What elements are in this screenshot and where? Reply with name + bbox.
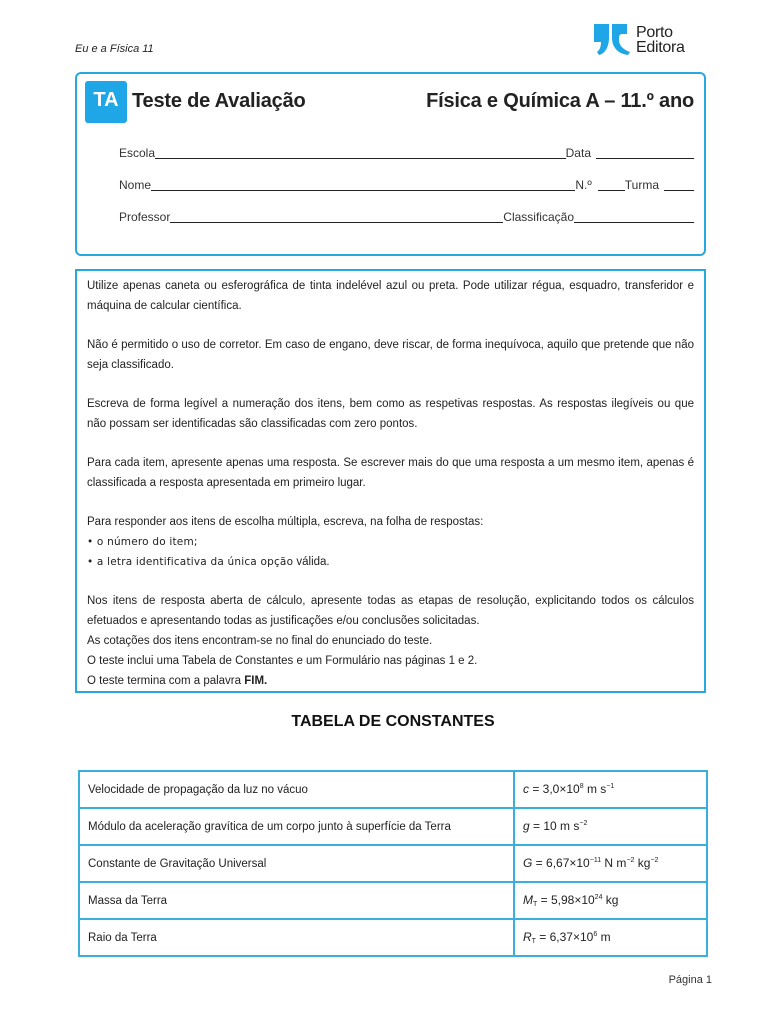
constant-value: $G = 6,67\times 10^{-11}$ N $m^{-2}$ $kg^{-2}$	[514, 845, 707, 882]
number-field[interactable]	[598, 179, 625, 191]
constant-label: Velocidade de propagação da luz no vácuo	[79, 771, 514, 808]
constant-value: g = 10 m $s^{-2}$	[514, 808, 707, 845]
constant-label: Constante de Gravitação Universal	[79, 845, 514, 882]
fim-word: FIM.	[244, 675, 268, 687]
instruction-paragraph: Para responder aos itens de escolha múltipla, escreva, na folha de respostas:	[87, 516, 484, 528]
instruction-bullet: • o número do item;	[87, 536, 198, 548]
instruction-paragraph: O teste inclui uma Tabela de Constantes e um Formulário nas páginas 1 e 2.	[87, 655, 478, 667]
ta-badge: TA	[85, 81, 127, 123]
teacher-label: Professor	[119, 210, 171, 224]
number-label: N.º	[575, 178, 592, 192]
table-row	[79, 845, 707, 882]
instruction-bullet: • a letra identificativa da única opção válida.	[87, 556, 330, 568]
grade-field[interactable]	[574, 211, 694, 223]
constant-label: Massa da Terra	[79, 882, 514, 919]
porto-editora-logo-icon	[594, 24, 632, 56]
grade-label: Classificação	[503, 210, 574, 224]
table-row	[79, 808, 707, 845]
test-title: Teste de Avaliação	[132, 90, 306, 112]
form-row-name	[119, 178, 694, 192]
constant-label: Módulo da aceleração gravítica de um corpo junto à superfície da Terra	[79, 808, 514, 845]
school-label: Escola	[119, 146, 156, 160]
table-row	[79, 882, 707, 919]
book-title: Eu e a Física 11	[75, 43, 154, 55]
constant-label: Raio da Terra	[79, 919, 514, 956]
instruction-paragraph: Não é permitido o uso de corretor. Em caso de engano, deve riscar, de forma inequívoca, aquilo que pretende que não seja classificado.	[87, 339, 694, 371]
publisher-logo	[594, 24, 685, 56]
instructions-box	[75, 269, 706, 693]
constants-table-title: TABELA DE CONSTANTES	[291, 713, 495, 730]
table-row	[79, 771, 707, 808]
instruction-paragraph: O teste termina com a palavra FIM.	[87, 675, 268, 687]
form-row-school	[119, 146, 694, 160]
instruction-paragraph: Nos itens de resposta aberta de cálculo, apresente todas as etapas de resolução, explicitando todos os cálculos efetuados e apresentando todas as justificações e/ou conclusões solicitadas.	[87, 595, 694, 627]
constants-table	[78, 770, 708, 957]
publisher-name: Porto Editora	[636, 24, 685, 56]
date-label: Data	[565, 146, 591, 160]
table-row	[79, 919, 707, 956]
name-label: Nome	[119, 178, 152, 192]
school-field[interactable]	[155, 147, 566, 159]
instruction-paragraph: As cotações dos itens encontram-se no final do enunciado do teste.	[87, 635, 433, 647]
class-label: Turma	[624, 178, 659, 192]
instruction-paragraph: Para cada item, apresente apenas uma resposta. Se escrever mais do que uma resposta a um mesmo item, apenas é classificada a resposta apresentada em primeiro lugar.	[87, 457, 694, 489]
constant-value: $c = 3,0\times 10^8$ m $s^{-1}$	[514, 771, 707, 808]
instruction-paragraph: Utilize apenas caneta ou esferográfica de tinta indelével azul ou preta. Pode utilizar régua, esquadro, transferidor e máquina de calcular científica.	[87, 280, 694, 312]
test-header-box	[75, 72, 706, 256]
form-row-teacher	[119, 210, 694, 224]
subject-title: Física e Química A – 11.º ano	[426, 90, 694, 112]
date-field[interactable]	[596, 147, 694, 159]
class-field[interactable]	[664, 179, 694, 191]
name-field[interactable]	[151, 179, 575, 191]
constant-value: $M_T = 5,98\times 10^{24}$ kg	[514, 882, 707, 919]
constant-value: $R_T = 6,37\times 10^6$ m	[514, 919, 707, 956]
instruction-paragraph: Escreva de forma legível a numeração dos itens, bem como as respetivas respostas. As respostas ilegíveis ou que não possam ser identificadas são classificadas com zero pontos.	[87, 398, 694, 430]
teacher-field[interactable]	[170, 211, 503, 223]
page-number: Página 1	[668, 974, 712, 986]
